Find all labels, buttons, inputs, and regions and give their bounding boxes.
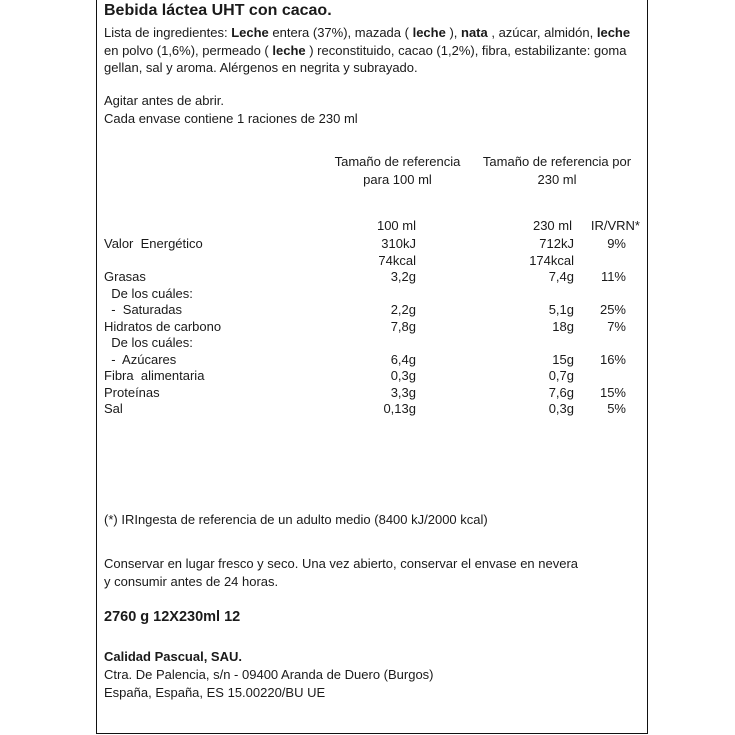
table-row	[104, 236, 626, 253]
table-row	[104, 401, 626, 418]
table-row	[104, 352, 626, 369]
allergen-leche: leche	[412, 25, 446, 40]
ingredients-text	[104, 24, 640, 77]
value-vrn: 5%	[607, 401, 626, 416]
ingredients-part: ) reconstituido, cacao (1,2%), fibra, estabilizante: goma gellan, sal y aroma. Alérgenos en negrita y subrayado.	[104, 42, 627, 75]
value-vrn: 25%	[599, 302, 626, 317]
nutrient-label: Grasas	[104, 269, 146, 284]
company-address: Ctra. De Palencia, s/n - 09400 Aranda de Duero (Burgos)	[104, 667, 434, 682]
col-header-100ml: 100 ml	[376, 218, 416, 233]
value-230ml: 5,1g	[548, 302, 574, 317]
col-header-230ml: 230 ml	[532, 218, 572, 233]
value-100ml: 3,3g	[390, 384, 416, 400]
nutrient-label: Hidratos de carbono	[104, 318, 222, 334]
nutrient-label: Fibra alimentaria	[104, 368, 205, 383]
value-230ml: 712kJ	[539, 236, 574, 251]
value-vrn: 15%	[599, 384, 626, 400]
value-230ml: 7,4g	[548, 269, 574, 284]
value-230ml: 18g	[552, 318, 574, 334]
allergen-nata: nata	[461, 25, 488, 40]
allergen-leche: leche	[272, 42, 306, 58]
value-100ml: 3,2g	[390, 269, 416, 284]
nutrient-label: Proteínas	[104, 384, 160, 400]
footnote: (*) IRIngesta de referencia de un adulto medio (8400 kJ/2000 kcal)	[104, 512, 488, 527]
table-row	[104, 253, 626, 270]
nutrient-label: - Saturadas	[104, 302, 183, 317]
nutrient-label: De los cuáles:	[104, 285, 193, 301]
storage-line2: y consumir antes de 24 horas.	[104, 574, 279, 589]
value-100ml: 7,8g	[390, 318, 416, 334]
company-name: Calidad Pascual, SAU.	[104, 649, 242, 664]
value-vrn: 7%	[607, 318, 626, 334]
servings-info: Cada envase contiene 1 raciones de 230 ml	[104, 111, 358, 126]
value-vrn	[574, 368, 626, 385]
product-title: Bebida láctea UHT con cacao.	[104, 2, 332, 19]
company-country: España, España, ES 15.00220/BU UE	[104, 685, 326, 700]
table-row	[104, 302, 626, 319]
header-ref-100-line1: Tamaño de referencia	[334, 154, 461, 169]
value-vrn: 9%	[607, 236, 626, 251]
package-info: 2760 g 12X230ml 12	[104, 609, 241, 625]
value-100ml: 310kJ	[381, 236, 416, 251]
header-ref-100	[325, 153, 470, 188]
header-ref-100-line2: para 100 ml	[363, 171, 432, 187]
value-230ml: 174kcal	[529, 252, 574, 268]
value-230ml: 7,6g	[548, 384, 574, 400]
col-header-vrn: IR/VRN*	[590, 218, 640, 233]
value-230ml: 0,7g	[548, 368, 574, 383]
table-row	[104, 335, 626, 352]
value-vrn	[574, 253, 626, 270]
ingredients-part: en polvo (1,6%), permeado (	[104, 42, 273, 58]
nutrient-label: De los cuáles:	[104, 335, 193, 350]
ingredients-prefix: Lista de ingredientes:	[104, 25, 232, 40]
value-100ml: 74kcal	[378, 252, 416, 268]
allergen-leche: Leche	[231, 25, 269, 40]
shake-instruction: Agitar antes de abrir.	[104, 93, 224, 108]
value-230ml: 15g	[552, 351, 574, 367]
value-230ml	[416, 335, 574, 352]
value-100ml: 0,13g	[383, 401, 416, 416]
nutrient-label	[104, 253, 334, 270]
table-row	[104, 269, 626, 286]
header-ref-230	[474, 153, 640, 188]
value-100ml: 6,4g	[390, 351, 416, 367]
value-vrn	[574, 286, 626, 303]
table-row	[104, 319, 626, 336]
table-row	[104, 368, 626, 385]
nutrition-table	[104, 236, 626, 418]
value-100ml: 0,3g	[390, 368, 416, 383]
value-230ml: 0,3g	[548, 401, 574, 416]
header-ref-230-line1: Tamaño de referencia por	[482, 154, 632, 169]
ingredients-part: ),	[445, 25, 461, 40]
value-vrn: 11%	[600, 269, 626, 284]
nutrient-label: Valor Energético	[104, 236, 203, 251]
header-ref-230-line2: 230 ml	[537, 171, 577, 187]
nutrient-label: Sal	[104, 401, 123, 416]
value-100ml	[334, 286, 416, 303]
allergen-leche: leche	[596, 25, 631, 40]
value-vrn: 16%	[599, 351, 626, 367]
value-230ml	[416, 286, 574, 303]
ingredients-part: entera (37%), mazada (	[268, 25, 413, 40]
ingredients-part: , azúcar, almidón,	[487, 25, 597, 40]
value-vrn	[574, 335, 626, 352]
table-row	[104, 286, 626, 303]
nutrient-label: - Azúcares	[104, 351, 177, 367]
value-100ml: 2,2g	[390, 302, 416, 317]
value-100ml	[334, 335, 416, 352]
table-row	[104, 385, 626, 402]
storage-line1: Conservar en lugar fresco y seco. Una vez abierto, conservar el envase en nevera	[104, 556, 579, 571]
